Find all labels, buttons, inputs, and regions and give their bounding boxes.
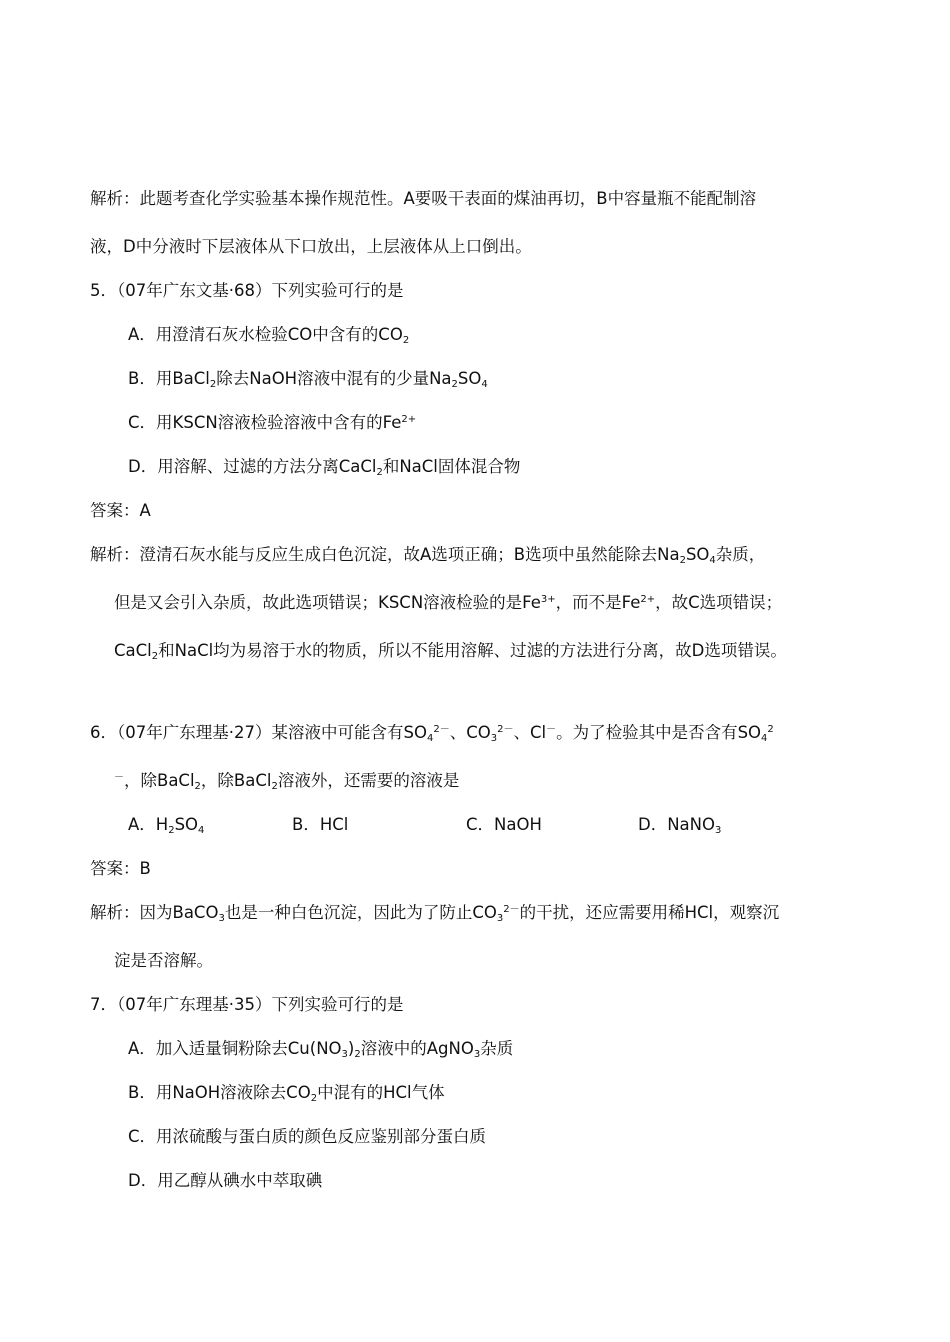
q6-analysis-text: 解析：因为BaCO (90, 903, 219, 922)
q5-analysis-text: 和NaCl均为易溶于水的物质，所以不能用溶解、过滤的方法进行分离，故D选项错误。 (158, 641, 787, 660)
q6-option-a-text: SO (174, 815, 199, 834)
q7-option-b-text: B．用NaOH溶液除去CO (128, 1083, 311, 1102)
q5-analysis-line1 (90, 544, 765, 566)
q6-stem-text: 、CO (449, 723, 491, 742)
subscript: 2 (354, 1049, 361, 1060)
subscript: 2 (679, 555, 686, 566)
q7-stem: 7．（07年广东理基·35）下列实验可行的是 (90, 995, 404, 1014)
subscript: 2 (402, 335, 410, 346)
subscript: 4 (709, 555, 716, 566)
superscript: 2+ (640, 594, 656, 605)
superscript: 2 (767, 724, 774, 735)
subscript: 3 (496, 913, 504, 924)
q4-analysis-line1: 解析：此题考查化学实验基本操作规范性。A要吸干表面的煤油再切，B中容量瓶不能配制溶 (90, 189, 757, 208)
q5-option-d (128, 456, 520, 478)
subscript: 2 (209, 379, 217, 390)
q5-option-c-text: C．用KSCN溶液检验溶液中含有的Fe (128, 413, 402, 432)
q5-option-c (128, 412, 416, 434)
q6-stem-text: ，除BaCl (200, 771, 272, 790)
q7-option-a-text: ) (347, 1039, 355, 1058)
q6-stem-line1 (90, 722, 774, 744)
q6-stem-text: ，除BaCl (124, 771, 195, 790)
q5-option-d-text: D．用溶解、过滤的方法分离CaCl (128, 457, 377, 476)
subscript: 2 (271, 781, 278, 792)
subscript: 4 (426, 733, 434, 744)
q6-stem-text: 溶液外，还需要的溶液是 (277, 771, 460, 790)
q5-option-b-text: 除去NaOH溶液中混有的少量Na (216, 369, 452, 388)
q5-option-b (128, 368, 488, 390)
superscript: － (114, 772, 124, 783)
q5-answer: 答案：A (90, 501, 151, 520)
q5-analysis-text: CaCl (114, 641, 152, 660)
q6-option-d-text: D．NaNO (638, 815, 715, 834)
subscript: 4 (761, 733, 768, 744)
q5-analysis-text: 解析：澄清石灰水能与反应生成白色沉淀，故A选项正确；B选项中虽然能除去Na (90, 545, 680, 564)
subscript: 2 (451, 379, 458, 390)
q5-analysis-text: ，而不是Fe (555, 593, 641, 612)
q5-option-d-text: 和NaCl固体混合物 (382, 457, 521, 476)
q7-option-a-text: 杂质 (480, 1039, 514, 1058)
q5-option-a (128, 324, 409, 346)
subscript: 3 (341, 1049, 348, 1060)
superscript: － (546, 724, 557, 735)
subscript: 3 (473, 1049, 481, 1060)
q6-option-a-text: A．H (128, 815, 169, 834)
q6-analysis-line2: 淀是否溶解。 (114, 951, 213, 970)
subscript: 3 (490, 733, 498, 744)
q5-analysis-line3 (114, 640, 787, 662)
superscript: 2－ (433, 724, 450, 735)
superscript: 2+ (401, 414, 417, 425)
subscript: 4 (481, 379, 488, 390)
q6-stem-text: 。为了检验其中是否含有SO (556, 723, 762, 742)
q7-option-a-text: 溶液中的AgNO (360, 1039, 474, 1058)
q7-option-b (128, 1082, 445, 1104)
q5-analysis-text: 但是又会引入杂质，故此选项错误；KSCN溶液检验的是Fe (114, 593, 541, 612)
q5-analysis-text: ，故C选项错误； (655, 593, 783, 612)
q5-analysis-line2 (114, 592, 782, 614)
q6-stem-text: 6．（07年广东理基·27）某溶液中可能含有SO (90, 723, 427, 742)
q6-option-b: B．HCl (292, 815, 349, 834)
subscript: 2 (376, 467, 383, 478)
q6-stem-text: 、Cl (513, 723, 547, 742)
q5-analysis-text: SO (685, 545, 710, 564)
q7-option-c: C．用浓硫酸与蛋白质的颜色反应鉴别部分蛋白质 (128, 1127, 487, 1146)
subscript: 3 (715, 825, 722, 836)
q7-option-a (128, 1038, 513, 1060)
q6-analysis-text: 的干扰，还应需要用稀HCl，观察沉 (519, 903, 780, 922)
subscript: 2 (168, 825, 175, 836)
q7-option-d: D．用乙醇从碘水中萃取碘 (128, 1171, 323, 1190)
superscript: 2－ (503, 904, 520, 915)
q5-option-b-text: SO (457, 369, 482, 388)
q5-analysis-text: 杂质， (715, 545, 766, 564)
superscript: 2－ (497, 724, 514, 735)
q6-analysis-text: 也是一种白色沉淀，因此为了防止CO (224, 903, 497, 922)
q6-option-c: C．NaOH (466, 815, 542, 834)
q5-stem: 5．（07年广东文基·68）下列实验可行的是 (90, 281, 404, 300)
subscript: 2 (310, 1093, 318, 1104)
subscript: 4 (198, 825, 205, 836)
subscript: 2 (151, 651, 159, 662)
superscript: 3+ (540, 594, 556, 605)
q7-option-a-text: A．加入适量铜粉除去Cu(NO (128, 1039, 342, 1058)
q6-stem-line2 (114, 770, 459, 792)
q6-option-d (638, 814, 721, 836)
q5-option-a-text: A．用澄清石灰水检验CO中含有的CO (128, 325, 403, 344)
q6-analysis-line1 (90, 902, 779, 924)
subscript: 3 (218, 913, 225, 924)
q4-analysis-line2: 液，D中分液时下层液体从下口放出，上层液体从上口倒出。 (90, 237, 532, 256)
q6-answer: 答案：B (90, 859, 151, 878)
q6-option-a (128, 814, 204, 836)
q5-option-b-text: B．用BaCl (128, 369, 210, 388)
subscript: 2 (194, 781, 201, 792)
q7-option-b-text: 中混有的HCl气体 (317, 1083, 445, 1102)
